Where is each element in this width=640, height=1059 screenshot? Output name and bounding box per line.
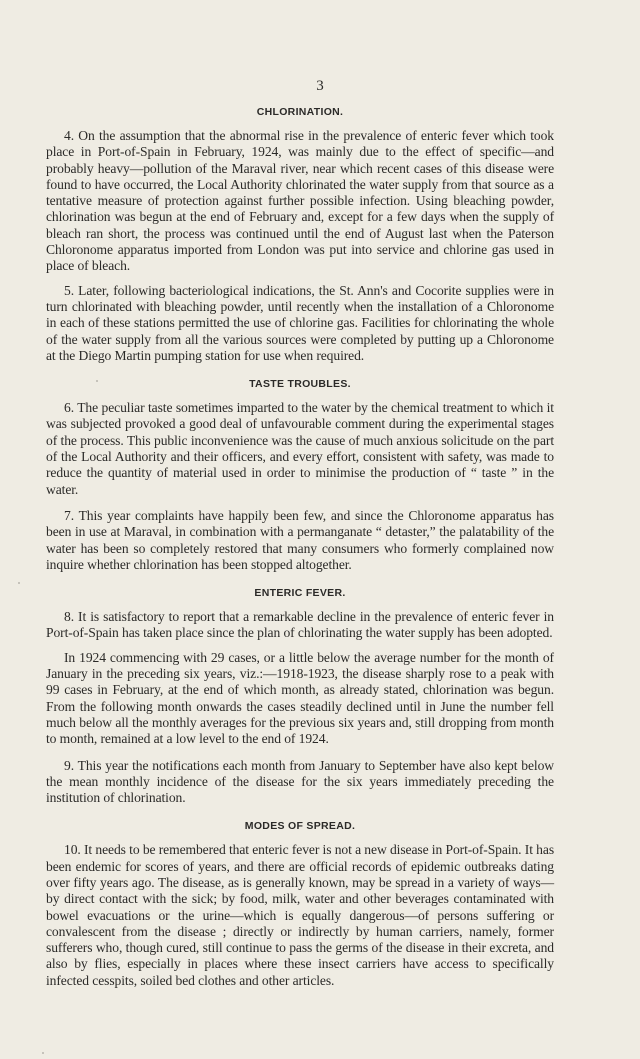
paragraph-8-continued: In 1924 commencing with 29 cases, or a little below the average number for the month of January in the preceding six years, viz.:—1918-1923, the disease sharply rose to a peak with 99 cases in February, at the end of which month, as already stated, chlorination was begun. From the following month onwards the cases steadily declined until in June the number fell much below all the monthly averages for the previous six years and, still dropping from month to month, remained at a low level to the end of 1924.	[46, 649, 554, 747]
paper-speck	[18, 582, 20, 584]
page-number: 3	[316, 78, 324, 94]
paper-speck	[96, 380, 98, 382]
paragraph-4: 4. On the assumption that the abnormal rise in the prevalence of enteric fever which took place in Port-of-Spain in February, 1924, was mainly due to the effect of specific—and probably heavy—pollution of the Maraval river, near which recent cases of this disease were found to have occurred, the Local Authority chlorinated the water supply from that source as a tentative measure of protection against further possible infection. Using bleaching powder, chlorination was begun at the end of February and, except for a few days when the supply of bleach ran short, the process was continued until the end of August last when the Paterson Chloronome apparatus imported from London was put into service and chlorine gas used in place of bleach.	[46, 128, 554, 274]
paper-speck	[42, 1052, 44, 1054]
paragraph-9: 9. This year the notifications each month from January to September have also kept below the mean monthly incidence of the disease for the six years immediately preceding the institution of chlorination.	[46, 757, 554, 806]
paragraph-6: 6. The peculiar taste sometimes imparted to the water by the chemical treatment to which it was subjected provoked a good deal of unfavourable comment during the experimental stages of the process. This public inconvenience was the cause of much anxious solicitude on the part of the Local Authority and their officers, and every effort, consistent with safety, was made to reduce the quantity of material used in order to minimise the production of “ taste ” in the water.	[46, 400, 554, 497]
section-heading-taste-troubles: TASTE TROUBLES.	[249, 378, 351, 391]
paragraph-8: 8. It is satisfactory to report that a remarkable decline in the prevalence of enteric fever in Port-of-Spain has taken place since the plan of chlorinating the water supply has been adopted.	[46, 609, 554, 641]
section-heading-modes-of-spread: MODES OF SPREAD.	[244, 820, 356, 833]
section-heading-enteric-fever: ENTERIC FEVER.	[254, 587, 346, 600]
paragraph-10: 10. It needs to be remembered that enteric fever is not a new disease in Port-of-Spain. It has been endemic for scores of years, and there are official records of epidemic outbreaks dating over fifty years ago. The disease, as is generally known, may be spread in a variety of ways—by direct contact with the sick; by food, milk, water and other beverages contaminated with bowel evacuations or the urine—which is equally dangerous—of persons suffering or convalescent from the disease ; directly or indirectly by human carriers, namely, former sufferers who, though cured, still continue to pass the germs of the disease in their excreta, and also by flies, especially in places where these insect carriers have access to specifically infected cesspits, soiled bed clothes and other articles.	[46, 842, 555, 988]
document-body	[46, 104, 554, 989]
section-heading-chlorination: CHLORINATION.	[256, 106, 344, 118]
paragraph-7: 7. This year complaints have happily been few, and since the Chloronome apparatus has been in use at Maraval, in combination with a permanganate “ detaster,” the palatability of the water has been so completely restored that many consumers who formerly complained now inquire whether chlorination has been stopped altogether.	[46, 507, 554, 572]
paragraph-5: 5. Later, following bacteriological indications, the St. Ann's and Cocorite supplies were in turn chlorinated with bleaching powder, until recently when the installation of a Chloronome in each of these stations permitted the use of chlorine gas. Facilities for chlorinating the whole of the water supply from all the various sources were completed by putting up a Chloronome at the Diego Martin pumping station for use when required.	[46, 282, 554, 363]
